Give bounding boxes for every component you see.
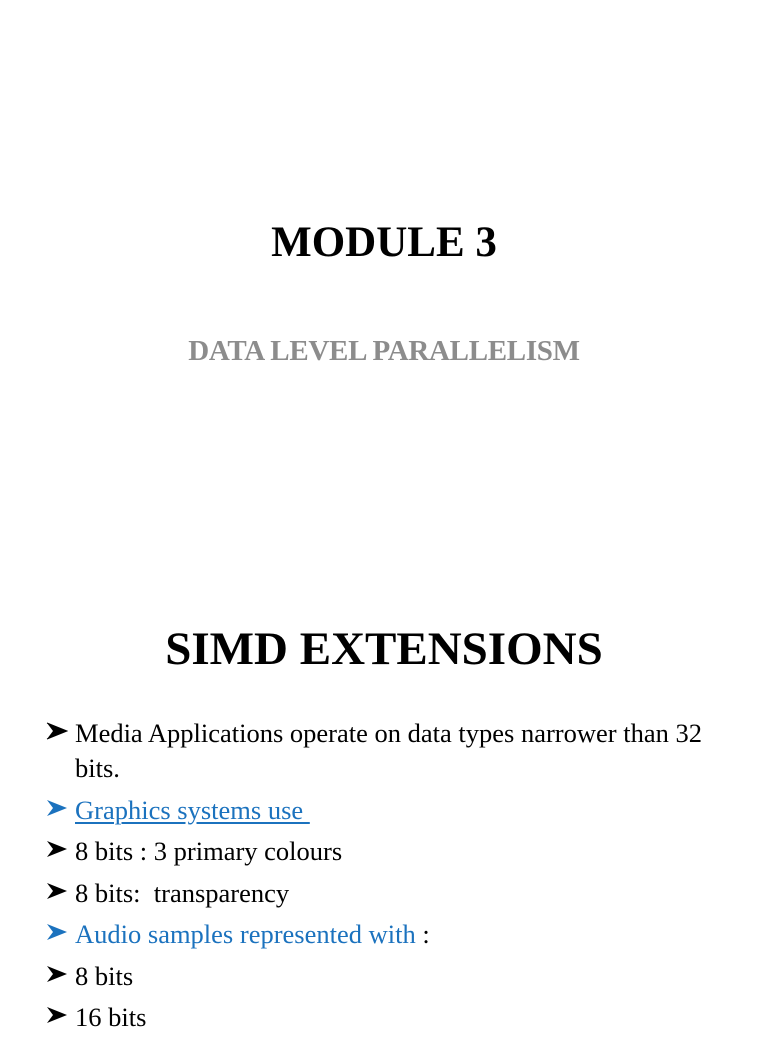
slide-subtitle: DATA LEVEL PARALLELISM: [188, 335, 580, 367]
graphics-link[interactable]: Graphics systems use: [75, 794, 310, 825]
bullet-text: 8 bits: [75, 960, 134, 991]
list-item: [46, 834, 746, 869]
list-item: [46, 1000, 746, 1035]
list-item: [46, 917, 746, 952]
arrowhead-bullet-icon: [46, 839, 68, 861]
slide-title: MODULE 3: [271, 219, 497, 266]
list-item: [46, 716, 746, 786]
arrowhead-bullet-icon: [46, 964, 68, 986]
bullet-suffix: :: [415, 919, 430, 949]
bullet-list: [46, 716, 746, 1042]
list-item: [46, 876, 746, 911]
list-item: [46, 793, 746, 828]
bullet-text: 16 bits: [75, 1002, 147, 1032]
arrowhead-bullet-icon: [46, 881, 68, 903]
bullet-text: 8 bits : 3 primary colours: [75, 836, 343, 866]
bullet-text: Audio samples represented with: [75, 919, 416, 949]
list-item: [46, 959, 746, 994]
arrowhead-bullet-icon: [46, 798, 68, 820]
bullet-text: Media Applications operate on data types narrower than 32 bits.: [75, 718, 709, 783]
section-heading: SIMD EXTENSIONS: [165, 623, 603, 675]
arrowhead-bullet-icon: [46, 721, 68, 743]
arrowhead-bullet-icon: [46, 922, 68, 944]
bullet-text: 8 bits: transparency: [75, 877, 290, 908]
